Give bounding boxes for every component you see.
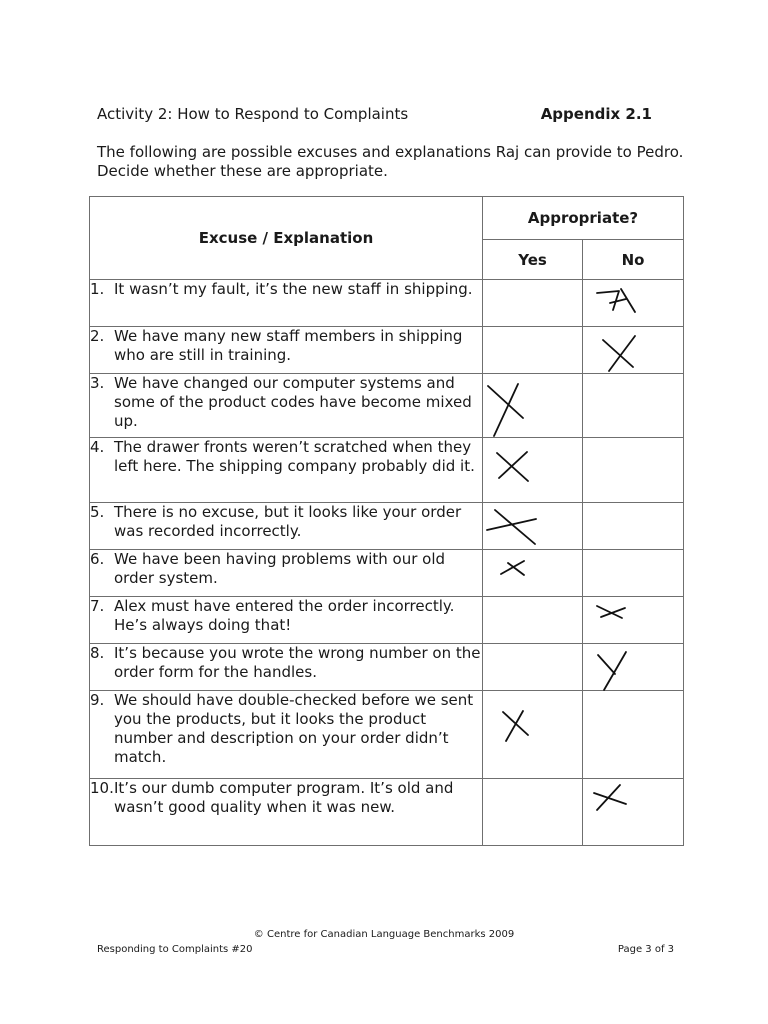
item-number: 5. — [90, 503, 105, 521]
item-number: 8. — [90, 644, 105, 662]
yes-column-header: Yes — [483, 240, 583, 280]
table-row — [90, 374, 684, 438]
activity-title: Activity 2: How to Respond to Complaints — [97, 105, 409, 123]
table-row — [90, 503, 684, 550]
checkbox-cell-no[interactable] — [583, 438, 684, 503]
handwritten-x-mark-icon — [583, 644, 683, 691]
intro-text: The following are possible excuses and explanations Raj can provide to Pedro. Decide whether these are appropriate. — [97, 143, 684, 180]
table-row — [90, 327, 684, 374]
handwritten-x-mark-icon — [583, 280, 683, 327]
excuse-cell — [90, 503, 483, 550]
item-text: It wasn’t my fault, it’s the new staff in shipping. — [114, 280, 473, 298]
no-column-header: No — [583, 240, 684, 280]
table-row — [90, 644, 684, 691]
table-row — [90, 691, 684, 779]
item-number: 1. — [90, 280, 105, 298]
checkbox-cell-yes[interactable] — [483, 503, 583, 550]
checkbox-cell-no[interactable] — [583, 691, 684, 779]
handwritten-x-mark-icon — [483, 503, 583, 550]
item-number: 4. — [90, 438, 105, 456]
table-row — [90, 550, 684, 597]
item-text: It’s because you wrote the wrong number on the order form for the handles. — [114, 644, 481, 681]
handwritten-x-mark-icon — [583, 327, 683, 374]
handwritten-x-mark-icon — [583, 779, 683, 846]
item-text: Alex must have entered the order incorrectly. He’s always doing that! — [114, 597, 455, 634]
item-number: 10. — [90, 779, 114, 797]
excuse-cell — [90, 280, 483, 327]
checkbox-cell-yes[interactable] — [483, 779, 583, 846]
item-text: We have changed our computer systems and some of the product codes have become mixed up. — [114, 374, 472, 430]
excuse-cell — [90, 597, 483, 644]
excuse-cell — [90, 550, 483, 597]
item-number: 9. — [90, 691, 105, 709]
excuse-cell — [90, 644, 483, 691]
table-row — [90, 597, 684, 644]
checkbox-cell-yes[interactable] — [483, 438, 583, 503]
complaints-table — [89, 196, 684, 846]
checkbox-cell-no[interactable] — [583, 280, 684, 327]
checkbox-cell-no[interactable] — [583, 644, 684, 691]
handwritten-x-mark-icon — [483, 691, 583, 779]
excuse-cell — [90, 691, 483, 779]
checkbox-cell-yes[interactable] — [483, 280, 583, 327]
item-text: It’s our dumb computer program. It’s old and wasn’t good quality when it was new. — [114, 779, 454, 816]
checkbox-cell-no[interactable] — [583, 779, 684, 846]
item-text: We have been having problems with our old order system. — [114, 550, 446, 587]
checkbox-cell-yes[interactable] — [483, 597, 583, 644]
page-header — [97, 105, 652, 127]
table-row — [90, 438, 684, 503]
excuse-cell — [90, 779, 483, 846]
handwritten-x-mark-icon — [583, 597, 683, 644]
item-number: 6. — [90, 550, 105, 568]
item-number: 3. — [90, 374, 105, 392]
handwritten-x-mark-icon — [483, 438, 583, 503]
excuse-column-header: Excuse / Explanation — [90, 197, 483, 280]
footer-copyright: © Centre for Canadian Language Benchmarks 2009 — [253, 929, 515, 940]
handwritten-x-mark-icon — [483, 374, 583, 438]
checkbox-cell-yes[interactable] — [483, 327, 583, 374]
appendix-label: Appendix 2.1 — [540, 105, 652, 123]
checkbox-cell-no[interactable] — [583, 327, 684, 374]
checkbox-cell-yes[interactable] — [483, 691, 583, 779]
excuse-cell — [90, 438, 483, 503]
item-number: 2. — [90, 327, 105, 345]
handwritten-x-mark-icon — [483, 550, 583, 597]
table-row — [90, 280, 684, 327]
item-text: We have many new staff members in shipping who are still in training. — [114, 327, 463, 364]
checkbox-cell-yes[interactable] — [483, 644, 583, 691]
item-text: The drawer fronts weren’t scratched when they left here. The shipping company probably did it. — [114, 438, 475, 475]
appropriate-column-header: Appropriate? — [483, 197, 684, 240]
checkbox-cell-no[interactable] — [583, 503, 684, 550]
checkbox-cell-no[interactable] — [583, 597, 684, 644]
footer-document-title: Responding to Complaints #20 — [97, 944, 253, 955]
item-number: 7. — [90, 597, 105, 615]
excuse-cell — [90, 327, 483, 374]
table-row — [90, 779, 684, 846]
checkbox-cell-yes[interactable] — [483, 374, 583, 438]
excuse-cell — [90, 374, 483, 438]
footer-page-number: Page 3 of 3 — [617, 944, 674, 955]
checkbox-cell-no[interactable] — [583, 374, 684, 438]
item-text: We should have double-checked before we sent you the products, but it looks the product number and description on your order didn’t match. — [114, 691, 474, 766]
checkbox-cell-yes[interactable] — [483, 550, 583, 597]
checkbox-cell-no[interactable] — [583, 550, 684, 597]
item-text: There is no excuse, but it looks like your order was recorded incorrectly. — [114, 503, 462, 540]
